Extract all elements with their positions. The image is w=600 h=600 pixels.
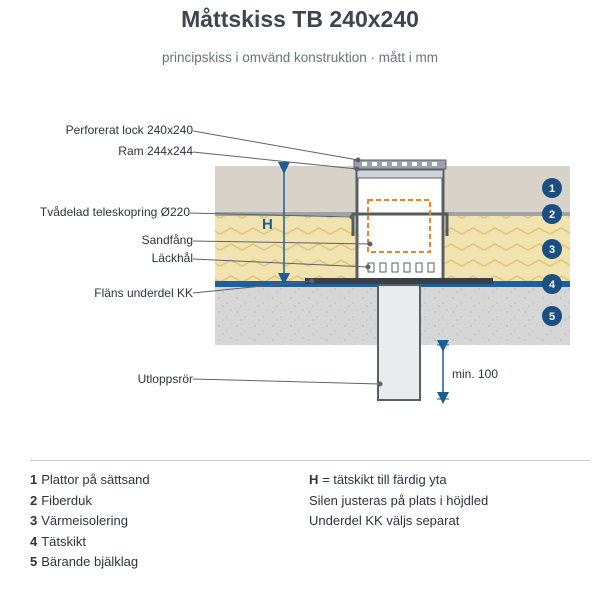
- page-title: Måttskiss TB 240x240: [181, 6, 419, 32]
- layer-marker-1: [542, 178, 562, 198]
- svg-text:1: 1: [548, 183, 556, 195]
- outlet-pipe: [378, 285, 420, 400]
- legend-item: 1 Plattor på sättsand: [30, 472, 150, 487]
- h-marker: H: [262, 216, 273, 233]
- layer-marker-4: [542, 274, 562, 294]
- label-teleskopring: Tvådelad teleskopring Ø220: [39, 205, 190, 219]
- layer-marker-2: [542, 204, 562, 224]
- label-flans: Fläns underdel KK: [94, 286, 193, 300]
- label-sandfang: Sandfång: [141, 233, 193, 247]
- page-subtitle: principskiss i omvänd konstruktion · mått i mm: [161, 50, 439, 65]
- legend-notes: [309, 470, 488, 532]
- svg-text:2: 2: [548, 209, 556, 221]
- legend-item: 4 Tätskikt: [30, 533, 87, 549]
- legend-item: 2 Fiberduk: [30, 492, 92, 508]
- legend-item: 3 Värmeisolering: [30, 513, 128, 528]
- svg-text:4: 4: [548, 279, 556, 291]
- legend-item: 5 Bärande bjälklag: [30, 554, 139, 569]
- flange: [305, 278, 493, 284]
- legend-divider: [30, 460, 590, 461]
- min-dimension-label: min. 100: [452, 367, 499, 381]
- label-lackhal: Läckhål: [151, 251, 193, 265]
- legend-note: H = tätskikt till färdig yta: [309, 472, 447, 487]
- label-utloppsror: Utloppsrör: [137, 372, 193, 386]
- legend-note: Underdel KK väljs separat: [309, 513, 460, 528]
- legend-layers: [30, 470, 150, 573]
- layer-marker-5: [542, 306, 562, 326]
- label-perforerat-lock: Perforerat lock 240x240: [65, 123, 193, 137]
- svg-text:3: 3: [548, 244, 556, 256]
- svg-text:5: 5: [548, 311, 556, 323]
- label-ram: Ram 244x244: [118, 144, 193, 158]
- layer-marker-3: [542, 239, 562, 259]
- legend-note: Silen justeras på plats i höjdled: [309, 492, 489, 508]
- frame: [357, 170, 443, 178]
